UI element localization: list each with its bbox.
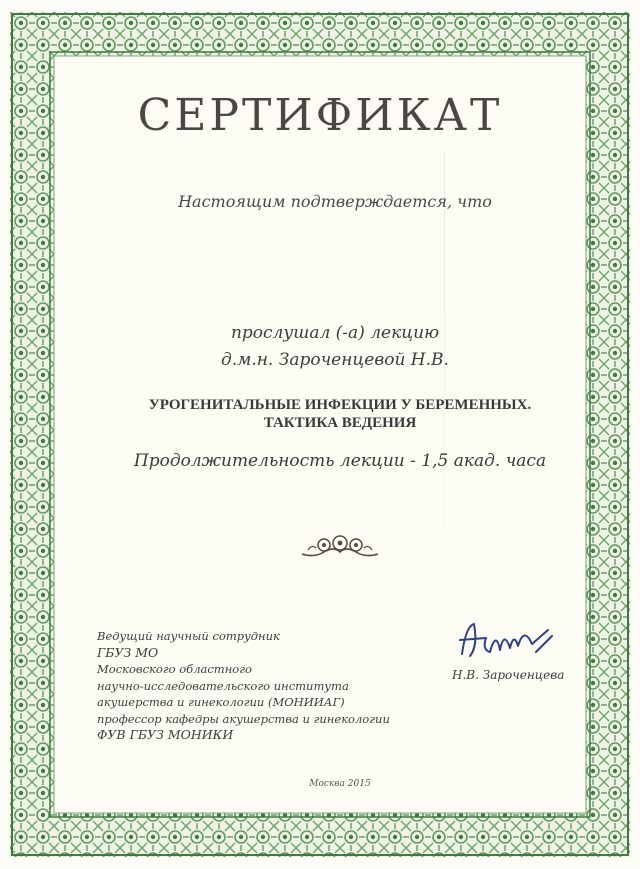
confirmation-text: Настоящим подтверждается, что — [178, 192, 492, 211]
lecture-duration: Продолжительность лекции - 1,5 акад. часа — [133, 451, 547, 471]
issuer-line-4: научно-исследовательского института — [97, 678, 349, 693]
lecture-topic — [0, 396, 640, 432]
issuer-line-5: акушерства и гинекологии (МОНИИАГ) — [97, 695, 345, 709]
lecturer-name: д.м.н. Зароченцевой Н.В. — [221, 350, 449, 370]
issuer-line-7: ФУВ ГБУЗ МОНИКИ — [97, 727, 234, 742]
city-year: Москва 2015 — [309, 779, 371, 789]
issuer-position: Ведущий научный сотрудник — [97, 629, 280, 643]
topic-line-2: ТАКТИКА ВЕДЕНИЯ — [263, 415, 417, 431]
listened-lecture-text: прослушал (-а) лекцию — [230, 323, 440, 343]
topic-line-1: УРОГЕНИТАЛЬНЫЕ ИНФЕКЦИИ У БЕРЕМЕННЫХ. — [148, 397, 532, 413]
signer-name: Н.В. Зароченцева — [452, 668, 565, 682]
floral-ornament-icon — [300, 532, 380, 560]
handwritten-signature-icon — [452, 616, 562, 666]
issuer-block — [97, 628, 427, 744]
issuer-line-3: Московского областного — [97, 662, 252, 676]
certificate-title: СЕРТИФИКАТ — [137, 90, 503, 141]
issuer-organization: ГБУЗ МО — [97, 644, 159, 660]
issuer-line-6: профессор кафедры акушерства и гинекологии — [97, 711, 390, 726]
